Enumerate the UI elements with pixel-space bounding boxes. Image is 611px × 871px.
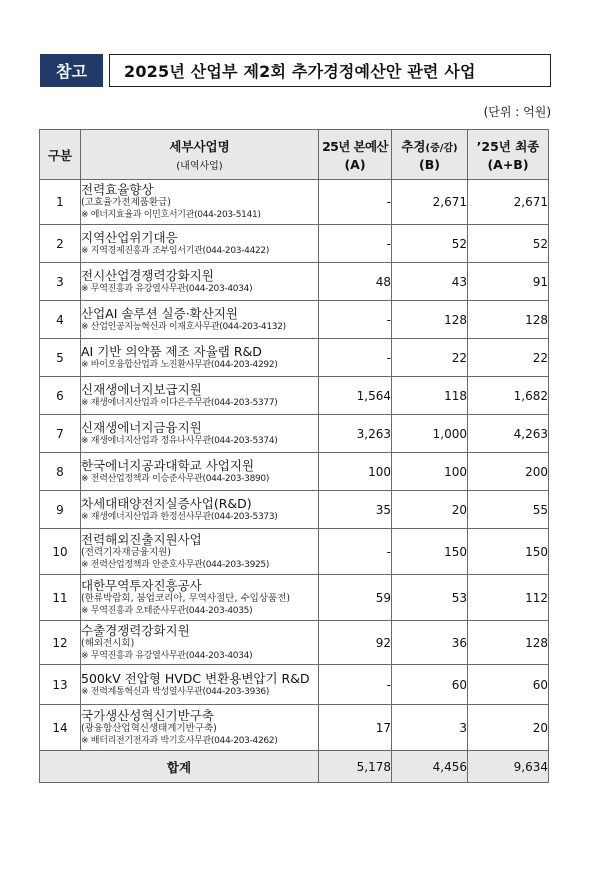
value-c: 22 (468, 339, 549, 377)
value-b: 118 (392, 377, 468, 415)
value-c: 55 (468, 491, 549, 529)
project-contact: ※ 전력산업정책과 안준호사무관(044-203-3925) (81, 559, 270, 570)
unit-label: (단위 : 억원) (483, 105, 551, 119)
table-row (40, 415, 549, 453)
total-row (40, 751, 549, 783)
project-name: 수출경쟁력강화지원 (81, 622, 190, 638)
value-c: 60 (468, 665, 549, 705)
project-contact: ※ 재생에너지산업과 이다은주무관(044-203-5377) (81, 397, 278, 408)
project-sub: (한류박람회, 붐업코리아, 무역사절단, 수입상품전) (81, 592, 291, 604)
value-b: 43 (392, 263, 468, 301)
value-b: 150 (392, 529, 468, 575)
value-c: 4,263 (468, 415, 549, 453)
row-no: 11 (40, 575, 81, 621)
project-contact: ※ 바이오융합산업과 노진환사무관(044-203-4292) (81, 359, 278, 370)
row-no: 13 (40, 665, 81, 705)
table-row (40, 225, 549, 263)
col-header-b: 추경(증/감) (B) (392, 130, 468, 180)
page-title: 2025년 산업부 제2회 추가경정예산안 관련 사업 (124, 62, 476, 81)
total-b: 4,456 (392, 751, 468, 783)
value-a: - (319, 225, 392, 263)
row-no: 12 (40, 621, 81, 665)
row-no: 6 (40, 377, 81, 415)
value-c: 200 (468, 453, 549, 491)
col-header-no: 구분 (40, 130, 81, 180)
project-sub: (광융합산업혁신생태계기반구축) (81, 722, 217, 734)
budget-table (39, 129, 549, 783)
row-no: 7 (40, 415, 81, 453)
project-name: 전력해외진출지원사업 (81, 531, 202, 547)
project-cell (81, 575, 319, 621)
total-a: 5,178 (319, 751, 392, 783)
project-cell (81, 180, 319, 225)
row-no: 5 (40, 339, 81, 377)
project-contact: ※ 무역진흥과 오태준사무관(044-203-4035) (81, 605, 253, 616)
project-name: 지역산업위기대응 (81, 229, 178, 245)
project-contact: ※ 재생에너지산업과 정유나사무관(044-203-5374) (81, 435, 278, 446)
row-no: 3 (40, 263, 81, 301)
value-c: 2,671 (468, 180, 549, 225)
value-a: 1,564 (319, 377, 392, 415)
project-contact: ※ 무역진흥과 유강열사무관(044-203-4034) (81, 283, 253, 294)
project-name: 전시산업경쟁력강화지원 (81, 267, 214, 283)
project-name: 산업AI 솔루션 실증·확산지원 (81, 305, 238, 321)
value-a: 100 (319, 453, 392, 491)
table-row (40, 529, 549, 575)
project-cell (81, 705, 319, 751)
project-name: 한국에너지공과대학교 사업지원 (81, 457, 255, 473)
title-row (40, 54, 551, 87)
project-cell (81, 415, 319, 453)
project-name: AI 기반 의약품 제조 자율랩 R&D (81, 343, 262, 359)
project-cell (81, 621, 319, 665)
table-row (40, 705, 549, 751)
value-a: 59 (319, 575, 392, 621)
title-box (109, 54, 551, 87)
table-row (40, 453, 549, 491)
value-c: 20 (468, 705, 549, 751)
project-name: 500kV 전압형 HVDC 변환용변압기 R&D (81, 670, 310, 686)
project-contact: ※ 전력계통혁신과 박성열사무관(044-203-3936) (81, 686, 270, 697)
total-c: 9,634 (468, 751, 549, 783)
total-label: 합계 (40, 751, 319, 783)
project-contact: ※ 무역진흥과 유강열사무관(044-203-4034) (81, 650, 253, 661)
table-row (40, 301, 549, 339)
table-row (40, 377, 549, 415)
project-cell (81, 453, 319, 491)
value-b: 53 (392, 575, 468, 621)
value-a: 35 (319, 491, 392, 529)
value-a: - (319, 301, 392, 339)
value-c: 1,682 (468, 377, 549, 415)
value-a: - (319, 180, 392, 225)
row-no: 8 (40, 453, 81, 491)
project-name: 신재생에너지보급지원 (81, 381, 202, 397)
value-a: 3,263 (319, 415, 392, 453)
project-name: 신재생에너지금융지원 (81, 419, 202, 435)
project-cell (81, 377, 319, 415)
row-no: 14 (40, 705, 81, 751)
col-header-c: ’25년 최종 (A+B) (468, 130, 549, 180)
value-b: 20 (392, 491, 468, 529)
value-a: - (319, 665, 392, 705)
row-no: 2 (40, 225, 81, 263)
value-b: 1,000 (392, 415, 468, 453)
value-c: 128 (468, 621, 549, 665)
value-b: 128 (392, 301, 468, 339)
project-cell (81, 665, 319, 705)
row-no: 1 (40, 180, 81, 225)
table-row (40, 263, 549, 301)
row-no: 9 (40, 491, 81, 529)
value-c: 150 (468, 529, 549, 575)
table-row (40, 180, 549, 225)
col-header-a: 25년 본예산 (A) (319, 130, 392, 180)
project-contact: ※ 재생에너지산업과 한정선사무관(044-203-5373) (81, 511, 278, 522)
project-cell (81, 301, 319, 339)
project-cell (81, 491, 319, 529)
value-a: 17 (319, 705, 392, 751)
value-c: 91 (468, 263, 549, 301)
project-contact: ※ 산업인공지능혁신과 이재호사무관(044-203-4132) (81, 321, 286, 332)
table-row (40, 665, 549, 705)
table-row (40, 339, 549, 377)
project-sub: (해외전시회) (81, 637, 135, 649)
value-b: 36 (392, 621, 468, 665)
value-b: 60 (392, 665, 468, 705)
table-row (40, 575, 549, 621)
value-a: - (319, 339, 392, 377)
project-name: 차세대태양전지실증사업(R&D) (81, 495, 252, 511)
project-cell (81, 263, 319, 301)
project-name: 전력효율향상 (81, 182, 154, 197)
value-c: 128 (468, 301, 549, 339)
project-name: 국가생산성혁신기반구축 (81, 707, 214, 723)
row-no: 4 (40, 301, 81, 339)
project-contact: ※ 에너지효율과 이민호서기관(044-203-5141) (81, 210, 261, 220)
project-sub: (전력기자재금융지원) (81, 546, 172, 558)
value-a: 48 (319, 263, 392, 301)
project-contact: ※ 전력산업정책과 이승준사무관(044-203-3890) (81, 473, 270, 484)
value-b: 22 (392, 339, 468, 377)
value-a: - (319, 529, 392, 575)
value-b: 100 (392, 453, 468, 491)
table-header-row (40, 130, 549, 180)
value-c: 112 (468, 575, 549, 621)
row-no: 10 (40, 529, 81, 575)
value-b: 52 (392, 225, 468, 263)
value-b: 2,671 (392, 180, 468, 225)
value-c: 52 (468, 225, 549, 263)
project-contact: ※ 배터리전기전자과 박기호사무관(044-203-4262) (81, 735, 278, 746)
project-sub: (고효율가전제품환급) (81, 197, 172, 208)
table-row (40, 621, 549, 665)
table-row (40, 491, 549, 529)
project-cell (81, 529, 319, 575)
reference-badge: 참고 (40, 54, 103, 87)
value-a: 92 (319, 621, 392, 665)
project-name: 대한무역투자진흥공사 (81, 577, 202, 593)
project-cell (81, 339, 319, 377)
project-contact: ※ 지역경제진흥과 조부임서기관(044-203-4422) (81, 245, 270, 256)
value-b: 3 (392, 705, 468, 751)
col-header-name: 세부사업명 (내역사업) (81, 130, 319, 180)
project-cell (81, 225, 319, 263)
